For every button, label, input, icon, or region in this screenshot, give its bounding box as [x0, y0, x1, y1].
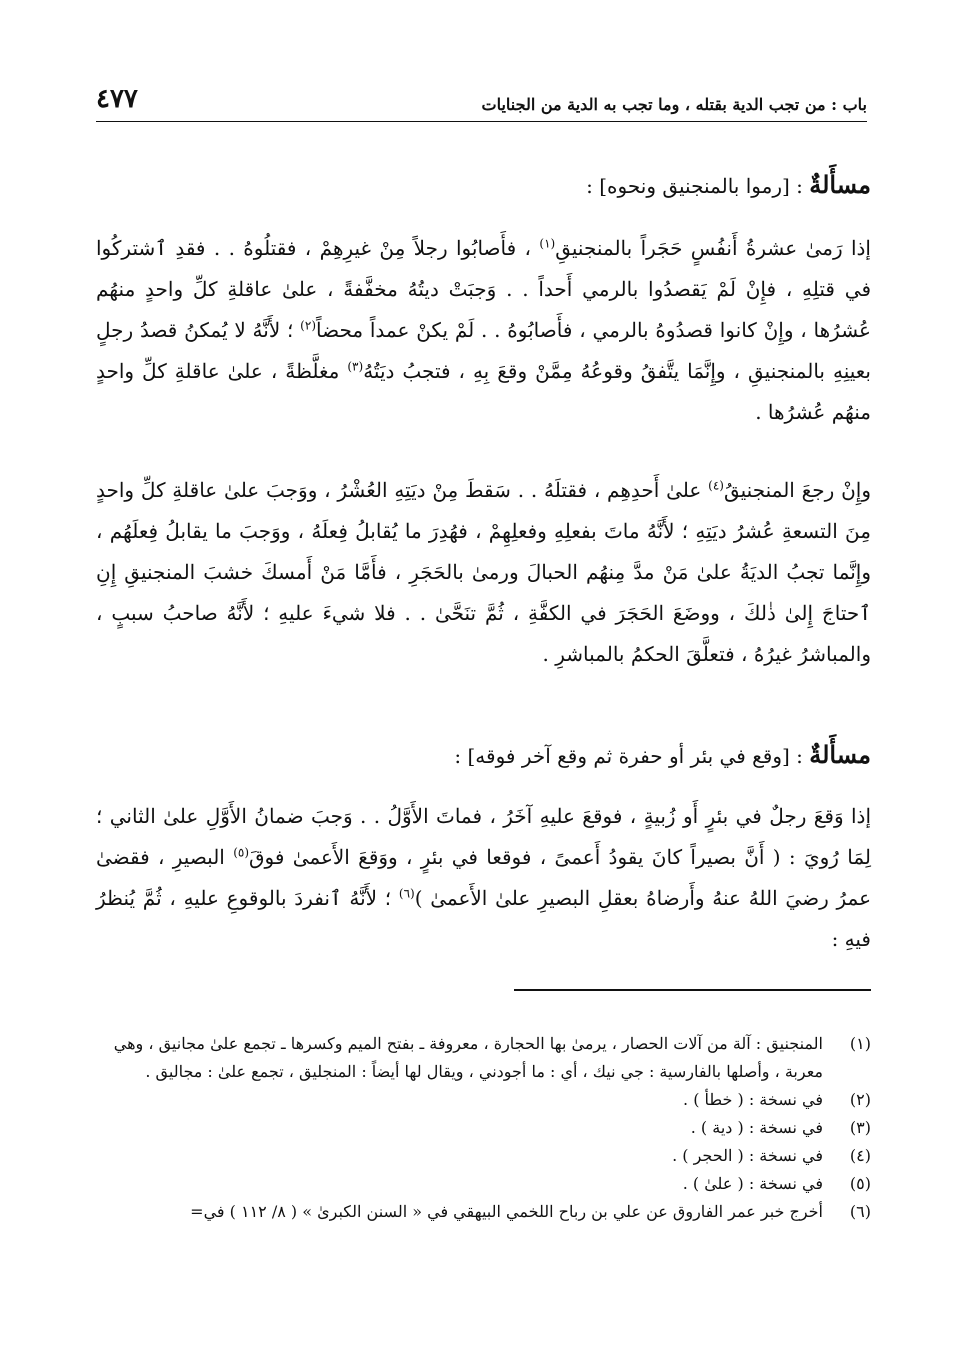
- section-heading-1: [586, 170, 871, 199]
- text-run: ، فأَصابُوا رجلاً مِنْ غيرِهِمْ ، فقتلُوهُ . . فقدِ ٱشتركُوا في قتلِهِ ، فإِنْ لَمْ يَقصدُوا بالرمي أَحداً . . وَجبَتْ ديتُهُ مخفَّفةً ، علىٰ عاقلةِ كلِّ واحدٍ منهُم عُشرُها ، وإِنْ كانوا قصدُوهُ بالرمي ، فأَصابُوهُ . . لَمْ يكنْ عمداً محضاً: [96, 236, 871, 342]
- footnote-text: أخرج خبر عمر الفاروق عن علي بن رباح اللخمي البيهقي في « السنن الكبرىٰ » ( ٨/ ١١٢ ) في=: [190, 1202, 823, 1221]
- footnote-text: في نسخة : ( دية ) .: [690, 1118, 823, 1137]
- footnote-text: في نسخة : ( الحجر ) .: [672, 1146, 823, 1165]
- footnote-text: في نسخة : ( علىٰ ) .: [682, 1174, 823, 1193]
- footnote-ref-5[interactable]: (٥): [233, 845, 250, 860]
- footnote: [96, 1170, 871, 1198]
- text-run: مغلَّظةً ، علىٰ عاقلةِ كلِّ واحدٍ منهُم عُشرُها .: [96, 359, 871, 424]
- footnote-ref-6[interactable]: (٦): [398, 886, 415, 901]
- paragraph-3: [96, 796, 871, 960]
- section-keyword: مسأَلةٌ: [809, 170, 871, 199]
- text-run: علىٰ أَحدِهِم ، فقتلَهُ . . سَقطَ مِنْ ديَتِهِ العُشْرُ ، ووَجبَ علىٰ عاقلةِ كلِّ واحدٍ مِنَ التسعةِ عُشرُ ديَتِهِ ؛ لأَنَّهُ ماتَ بفعلِهِ وفعلِهِمْ ، فهُدِرَ ما يُقابلُ فِعلَهُ ، ووَجبَ ما يقابلُ فِعلَهُم ، وإِنَّما تجبُ الديَةُ علىٰ مَنْ مدَّ مِنهُم الحبالَ ورمىٰ بالحَجَرِ ، فأَمَّا مَنْ أَمسكَ خشبَ المنجنيقِ إِنِ ٱحتاجَ إِلىٰ ذٰلكَ ، ووضَعَ الحَجَرَ في الكفَّةِ ، ثُمَّ تنَحَّىٰ . . فلا شيءَ عليهِ ؛ لأَنَّهُ صاحبُ سببٍ ، والمباشرُ غيرُهُ ، فتعلَّقَ الحكمُ بالمباشرِ .: [96, 478, 871, 666]
- footnotes: [96, 1030, 871, 1226]
- section-heading-2: [454, 740, 871, 769]
- text-run: وإِنْ رجعَ المنجنيقُ: [723, 478, 871, 502]
- page-number: ٤٧٧: [96, 84, 138, 114]
- footnote-text: في نسخة : ( خطأ ) .: [683, 1090, 823, 1109]
- text-run: إذا رَمىٰ عشرةُ أَنفُسٍ حَجَراً بالمنجنيقِ: [555, 236, 871, 260]
- footnote-text: المنجنيق : آلة من آلات الحصار ، يرمىٰ بها الحجارة ، معروفة ـ بفتح الميم وكسرها ـ تجمع علىٰ مجانيق ، وهي معربة ، وأصلها بالفارسية : جي نيك ، أي : ما أجودني ، ويقال لها أيضاً : المنجليق ، تجمع علىٰ : مجاليق .: [113, 1034, 823, 1081]
- footnote-number: (٣): [849, 1118, 871, 1137]
- footnote-ref-4[interactable]: (٤): [708, 478, 724, 493]
- section-keyword: مسأَلةٌ: [809, 740, 871, 769]
- footnote: [96, 1142, 871, 1170]
- footnote-number: (٥): [849, 1174, 871, 1193]
- footnote-divider: [514, 989, 871, 991]
- text-run: البصيرِ ، فقضىٰ عمرُ رضيَ اللهُ عنهُ وأَرضاهُ بعقلِ البصيرِ علىٰ الأَعمىٰ ): [96, 845, 872, 910]
- section-title: : [وقع في بئر أو حفرة ثم وقع آخر فوقه] :: [454, 744, 810, 768]
- footnote: [96, 1030, 871, 1086]
- footnote-ref-2[interactable]: (٢): [300, 318, 316, 333]
- footnote: [96, 1086, 871, 1114]
- footnote-ref-3[interactable]: (٣): [347, 359, 364, 374]
- paragraph-1: [96, 228, 871, 433]
- footnote: [96, 1198, 871, 1226]
- text-run: ؛ لأَنَّهُ لا يُمكنُ قصدُ رجلٍ بعينِهِ بالمنجنيقِ ، وإِنَّمَا يتَّفقُ وقوعُهُ مِمَّنْ وقعَ بِهِ ، فتجبُ ديَتُهُ: [96, 318, 871, 383]
- paragraph-2: [96, 470, 871, 675]
- footnote-number: (١): [849, 1034, 871, 1053]
- footnote-ref-1[interactable]: (١): [539, 236, 556, 251]
- header-rule: [96, 121, 867, 122]
- running-head: باب : من تجب الدية بقتله ، وما تجب به الدية من الجنايات: [481, 95, 867, 114]
- footnote: [96, 1114, 871, 1142]
- footnote-number: (٢): [849, 1090, 871, 1109]
- section-title: : [رموا بالمنجنيق ونحوه] :: [586, 174, 810, 198]
- text-run: ؛ لأَنَّهُ ٱنفردَ بالوقوعِ عليهِ ، ثُمَّ يُنظرُ فيهِ :: [96, 886, 871, 951]
- text-run: إذا وَقعَ رجلٌ في بئرٍ أَو زُبيةٍ ، فوقعَ عليهِ آخَرُ ، فماتَ الأَوَّلُ . . وَجبَ ضمانُ الأَوَّلِ علىٰ الثاني ؛ لِمَا رُويَ : ( أَنَّ بصيراً كانَ يقودُ أَعمىً ، فوقعا في بئرٍ ، ووَقعَ الأَعمىٰ فوقَ: [96, 804, 871, 869]
- footnote-number: (٤): [849, 1146, 871, 1165]
- page-header: [96, 80, 867, 114]
- footnote-number: (٦): [849, 1202, 871, 1221]
